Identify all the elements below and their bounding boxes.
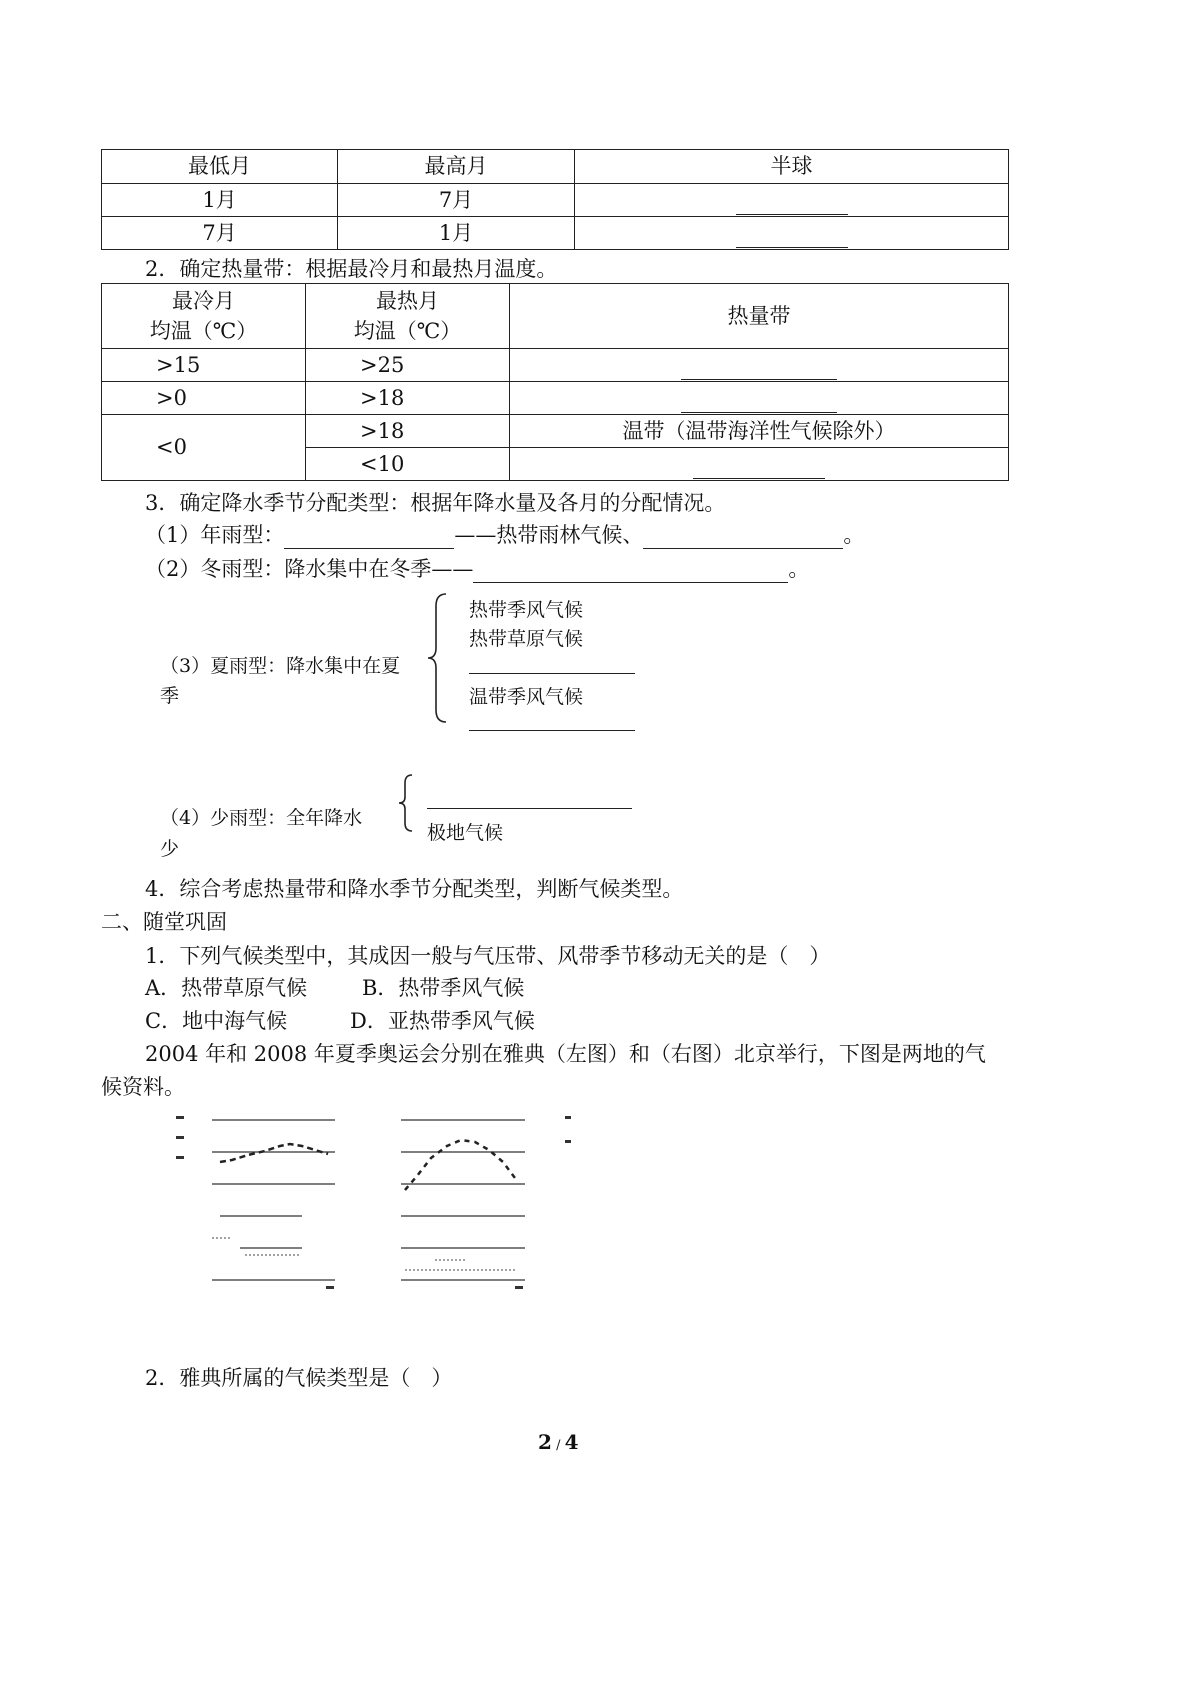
- r1-hot: >25: [306, 349, 510, 382]
- r3-hot-a: >18: [306, 415, 510, 448]
- hemisphere-table: [101, 149, 1009, 250]
- r3-hot-b: <10: [306, 448, 510, 481]
- page-number: 2 / 4: [538, 1430, 579, 1454]
- heat-zone-table: [101, 283, 1009, 481]
- r3-zone-a: 温带（温带海洋性气候除外）: [510, 415, 1009, 448]
- q1-option-d[interactable]: D．亚热带季风气候: [350, 1009, 535, 1033]
- header-heat-zone: 热量带: [510, 284, 1009, 349]
- row2-min: 7月: [102, 217, 338, 250]
- row2-max: 1月: [338, 217, 575, 250]
- question2: 2．雅典所属的气候类型是（ ）: [145, 1366, 453, 1390]
- r2-zone-blank[interactable]: [510, 382, 1009, 415]
- q1-option-b[interactable]: B．热带季风气候: [362, 976, 525, 1000]
- section2-heading: 2．确定热量带：根据最冷月和最热月温度。: [145, 257, 558, 281]
- item4-label-2: 少: [160, 838, 180, 860]
- item3-list-1: 热带季风气候: [469, 599, 584, 621]
- item4-label-1: （4）少雨型：全年降水: [160, 807, 363, 829]
- item1-blank-b[interactable]: [643, 528, 843, 549]
- row2-blank[interactable]: [575, 217, 1009, 250]
- brace-icon: [426, 592, 450, 724]
- athens-climate-chart: [170, 1110, 350, 1295]
- item2: （2）冬雨型：降水集中在冬季—— 。: [145, 557, 810, 581]
- item3-label-2: 季: [160, 685, 180, 707]
- q1-option-a[interactable]: A．热带草原气候: [145, 976, 308, 1000]
- row1-min: 1月: [102, 184, 338, 217]
- item2-blank[interactable]: [473, 562, 788, 583]
- r1-cold: >15: [102, 349, 306, 382]
- part2-title: 二、随堂巩固: [101, 910, 227, 934]
- intro-line-2: 候资料。: [101, 1075, 185, 1099]
- brace-icon-small: [397, 773, 415, 833]
- q1-option-c[interactable]: C．地中海气候: [145, 1009, 288, 1033]
- item3-blank-1[interactable]: [469, 673, 635, 674]
- beijing-climate-chart: [395, 1110, 580, 1295]
- r1-zone-blank[interactable]: [510, 349, 1009, 382]
- r2-hot: >18: [306, 382, 510, 415]
- row1-blank[interactable]: [575, 184, 1009, 217]
- intro-line-1: 2004 年和 2008 年夏季奥运会分别在雅典（左图）和（右图）北京举行，下图是两地的气: [145, 1042, 986, 1066]
- section3-heading: 3．确定降水季节分配类型：根据年降水量及各月的分配情况。: [145, 491, 726, 515]
- item1-blank-a[interactable]: [284, 528, 454, 549]
- r3-zone-b-blank[interactable]: [510, 448, 1009, 481]
- r2-cold: >0: [102, 382, 306, 415]
- header-highest-month: 最高月: [338, 150, 575, 184]
- header-lowest-month: 最低月: [102, 150, 338, 184]
- question1: 1．下列气候类型中，其成因一般与气压带、风带季节移动无关的是（ ）: [145, 944, 831, 968]
- item4-list-1: 极地气候: [427, 822, 504, 844]
- item3-blank-2[interactable]: [469, 730, 635, 731]
- item1: （1）年雨型： ——热带雨林气候、 。: [145, 523, 865, 547]
- r3-cold: <0: [102, 415, 306, 481]
- header-hemisphere: 半球: [575, 150, 1009, 184]
- item4-blank[interactable]: [427, 808, 632, 809]
- item3-label-1: （3）夏雨型：降水集中在夏: [160, 655, 401, 677]
- header-coldest: 最冷月 均温（℃）: [102, 284, 306, 349]
- section4-text: 4．综合考虑热量带和降水季节分配类型，判断气候类型。: [145, 877, 684, 901]
- item3-list-2: 热带草原气候: [469, 628, 584, 650]
- item3-list-3: 温带季风气候: [469, 686, 584, 708]
- row1-max: 7月: [338, 184, 575, 217]
- header-hottest: 最热月 均温（℃）: [306, 284, 510, 349]
